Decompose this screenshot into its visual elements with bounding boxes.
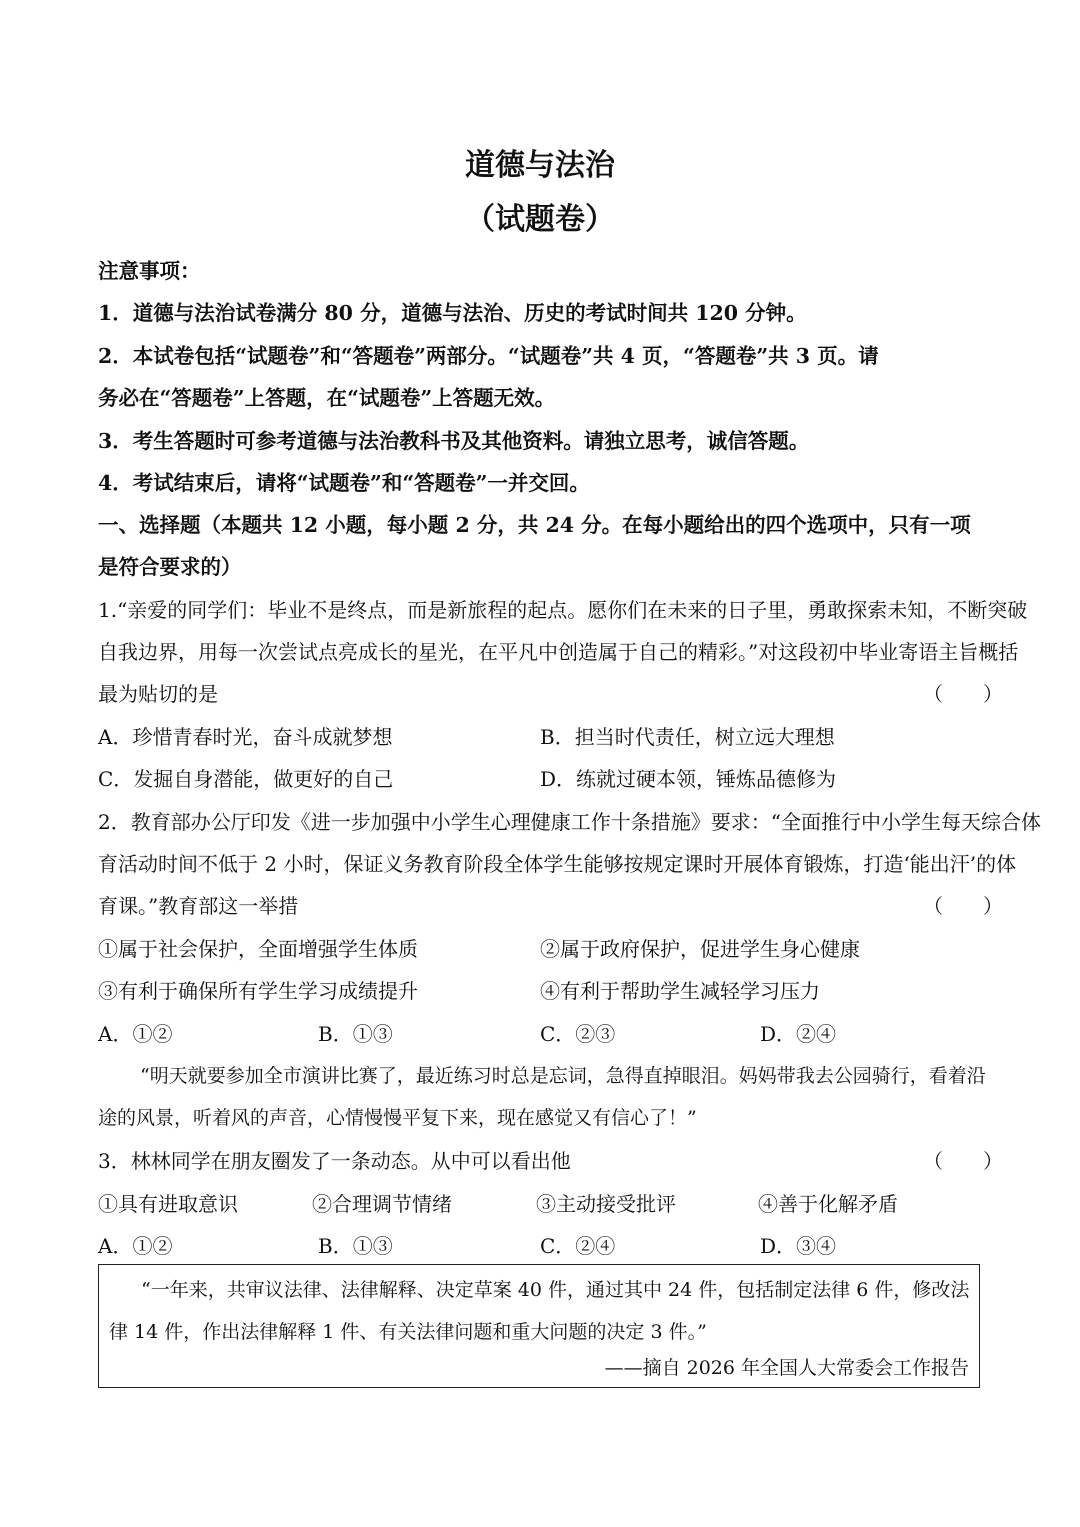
q2-option-b: B．①③	[318, 1022, 393, 1046]
material-box	[98, 1264, 980, 1388]
q2-stem-line-3: 育课。”教育部这一举措	[98, 894, 299, 918]
q2-option-d: D．②④	[760, 1022, 837, 1046]
q3-quote-line-2: 途的风景，听着风的声音，心情慢慢平复下来，现在感觉又有信心了！”	[98, 1107, 697, 1129]
q3-statement-4: ④善于化解矛盾	[758, 1192, 898, 1216]
q1-answer-blank: （ ）	[923, 682, 1003, 706]
material-source: ——摘自 2026 年全国人大常委会工作报告	[604, 1357, 969, 1379]
q1-option-c: C．发掘自身潜能，做更好的自己	[98, 767, 394, 791]
q3-answer-blank: （ ）	[923, 1149, 1003, 1173]
notice-item-2: 2．本试卷包括“试题卷”和“答题卷”两部分。“试题卷”共 4 页，“答题卷”共 3 页。请	[98, 344, 879, 368]
q2-answer-blank: （ ）	[923, 894, 1003, 918]
q1-stem-line-2: 自我边界，用每一次尝试点亮成长的星光，在平凡中创造属于自己的精彩。”对这段初中毕业寄语主旨概括	[98, 640, 1019, 664]
document-title: 道德与法治	[465, 148, 615, 183]
q3-option-d: D．③④	[760, 1234, 837, 1258]
q1-option-a: A．珍惜青春时光，奋斗成就梦想	[98, 725, 393, 749]
q1-stem-line-3: 最为贴切的是	[98, 682, 218, 706]
section-heading: 一、选择题（本题共 12 小题，每小题 2 分，共 24 分。在每小题给出的四个选项中，只有一项	[98, 513, 971, 537]
q2-statement-4: ④有利于帮助学生减轻学习压力	[540, 979, 820, 1003]
q2-stem-line-2: 育活动时间不低于 2 小时，保证义务教育阶段全体学生能够按规定课时开展体育锻炼，打造‘能出汗’的体	[98, 852, 1017, 876]
q2-statement-1: ①属于社会保护，全面增强学生体质	[98, 937, 418, 961]
q3-statement-2: ②合理调节情绪	[312, 1192, 452, 1216]
notice-item-4: 4．考试结束后，请将“试题卷”和“答题卷”一并交回。	[98, 471, 590, 495]
q1-option-d: D．练就过硬本领，锤炼品德修为	[540, 767, 837, 791]
q2-stem-line-1: 2．教育部办公厅印发《进一步加强中小学生心理健康工作十条措施》要求：“全面推行中小学生每天综合体	[98, 810, 1041, 834]
q2-option-a: A．①②	[98, 1022, 173, 1046]
notice-item-2-cont: 务必在“答题卷”上答题，在“试题卷”上答题无效。	[98, 386, 556, 410]
q2-statement-2: ②属于政府保护，促进学生身心健康	[540, 937, 860, 961]
q3-option-b: B．①③	[318, 1234, 393, 1258]
material-line-2: 律 14 件，作出法律解释 1 件、有关法律问题和重大问题的决定 3 件。”	[109, 1321, 707, 1343]
q3-option-c: C．②④	[540, 1234, 616, 1258]
notice-item-1: 1．道德与法治试卷满分 80 分，道德与法治、历史的考试时间共 120 分钟。	[98, 301, 807, 325]
q3-statement-1: ①具有进取意识	[98, 1192, 238, 1216]
q1-option-b: B．担当时代责任，树立远大理想	[540, 725, 835, 749]
q3-stem: 3．林林同学在朋友圈发了一条动态。从中可以看出他	[98, 1149, 571, 1173]
q3-quote-line-1: “明天就要参加全市演讲比赛了，最近练习时总是忘词，急得直掉眼泪。妈妈带我去公园骑行，看着沿	[140, 1065, 986, 1087]
document-subtitle: （试题卷）	[465, 202, 615, 237]
q2-statement-3: ③有利于确保所有学生学习成绩提升	[98, 979, 418, 1003]
q3-option-a: A．①②	[98, 1234, 173, 1258]
q1-stem-line-1: 1.“亲爱的同学们：毕业不是终点，而是新旅程的起点。愿你们在未来的日子里，勇敢探索未知，不断突破	[98, 598, 1028, 622]
material-line-1: “一年来，共审议法律、法律解释、决定草案 40 件，通过其中 24 件，包括制定法律 6 件，修改法	[141, 1279, 970, 1301]
notice-item-3: 3．考生答题时可参考道德与法治教科书及其他资料。请独立思考，诚信答题。	[98, 429, 810, 453]
q3-statement-3: ③主动接受批评	[536, 1192, 676, 1216]
section-heading-cont: 是符合要求的）	[98, 555, 242, 579]
notice-heading: 注意事项：	[98, 259, 201, 283]
q2-option-c: C．②③	[540, 1022, 616, 1046]
